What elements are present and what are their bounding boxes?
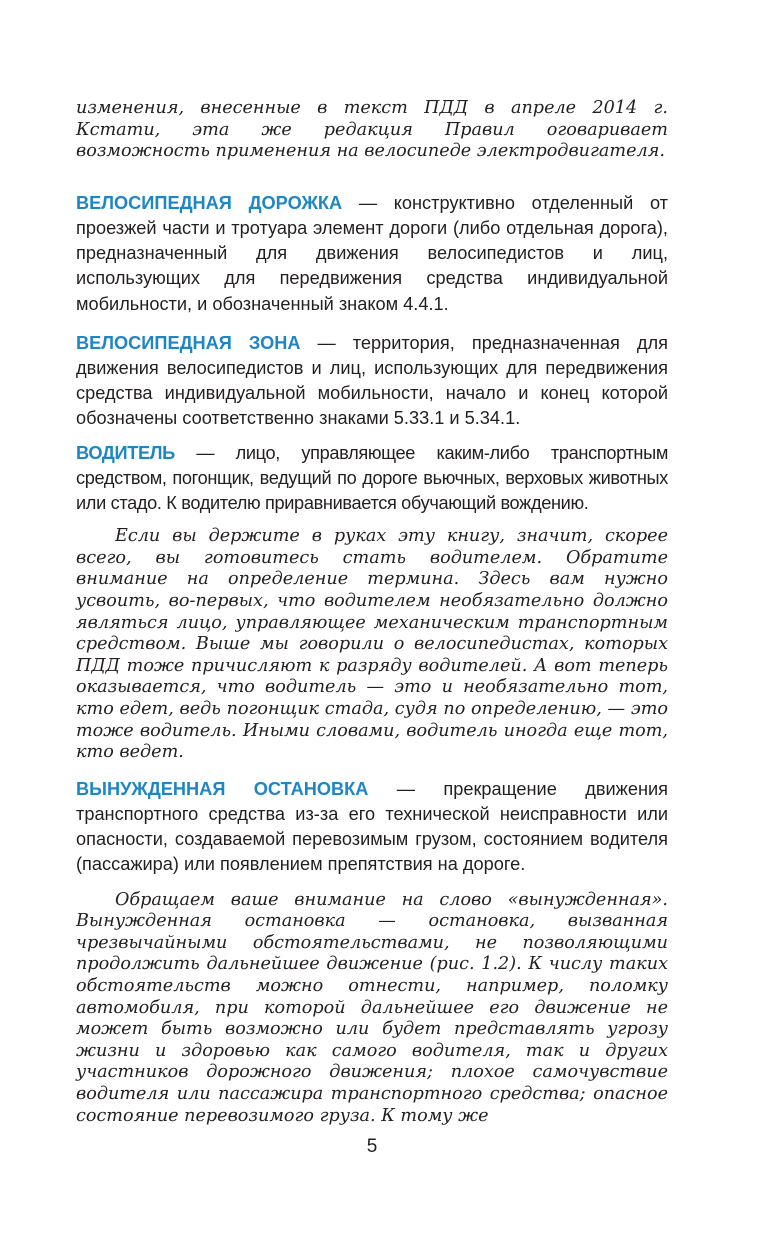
definition-text: — лицо, управляющее каким-либо транспортным средством, погонщик, ведущий по дороге вьючных, верховых животных или стадо. К водителю приравнивается обучающий вождению. (76, 442, 668, 514)
book-page (76, 98, 668, 1127)
forced-stop-comment: Обращаем ваше внимание на слово «вынужденная». Вынужденная остановка — остановка, вызванная чрезвычайными обстоятельствами, не позволяющими продолжить дальнейшее движение (рис. 1.2). К числу таких обстоятельств можно отнести, например, поломку автомобиля, при которой дальнейшее его движение не может быть возможно или будет представлять угрозу жизни и здоровью как самого водителя, так и других участников дорожного движения; плохое самочувствие водителя или пассажира транспортного средства; опасное состояние перевозимого груза. К тому же (76, 889, 668, 1126)
definition-bicycle-path (76, 191, 668, 317)
definition-text: — конструктивно отделенный от проезжей части и тротуара элемент дороги (либо отдельная дорога), предназначенный для движения велосипедистов и лиц, использующих для передвижения средства индивидуальной мобильности, и обозначенный знаком 4.4.1. (76, 192, 668, 314)
definition-term: ВЕЛОСИПЕДНАЯ ДОРОЖКА (76, 192, 343, 213)
definition-text: — территория, предназначенная для движения велосипедистов и лиц, использующих для передвижения средства индивидуальной мобильности, начало и конец которой обозначены соответственно знаками 5.33.1 и 5.34.1. (76, 332, 668, 429)
definition-term: ВЕЛОСИПЕДНАЯ ЗОНА (76, 332, 301, 353)
definition-term: ВЫНУЖДЕННАЯ ОСТАНОВКА (76, 778, 369, 799)
definition-driver (76, 441, 668, 517)
intro-comment: изменения, внесенные в текст ПДД в апреле 2014 г. Кстати, эта же редакция Правил оговаривает возможность применения на велосипеде электродвигателя. (76, 98, 668, 162)
definition-forced-stop (76, 777, 668, 878)
definition-bicycle-zone (76, 331, 668, 432)
definition-term: ВОДИТЕЛЬ (76, 442, 175, 463)
driver-comment: Если вы держите в руках эту книгу, значит, скорее всего, вы готовитесь стать водителем. Обратите внимание на определение термина. Здесь вам нужно усвоить, во-первых, что водителем необязательно должно являться лицо, управляющее механическим транспортным средством. Выше мы говорили о велосипедистах, которых ПДД тоже причисляют к разряду водителей. А вот теперь оказывается, что водитель — это и необязательно тот, кто едет, ведь погонщик стада, судя по определению, — это тоже водитель. Иными словами, водитель иногда еще тот, кто ведет. (76, 526, 668, 763)
definition-text: — прекращение движения транспортного средства из-за его технической неисправности или опасности, создаваемой перевозимым грузом, состоянием водителя (пассажира) или появлением препятствия на дороге. (76, 778, 668, 875)
page-number: 5 (366, 1136, 378, 1157)
